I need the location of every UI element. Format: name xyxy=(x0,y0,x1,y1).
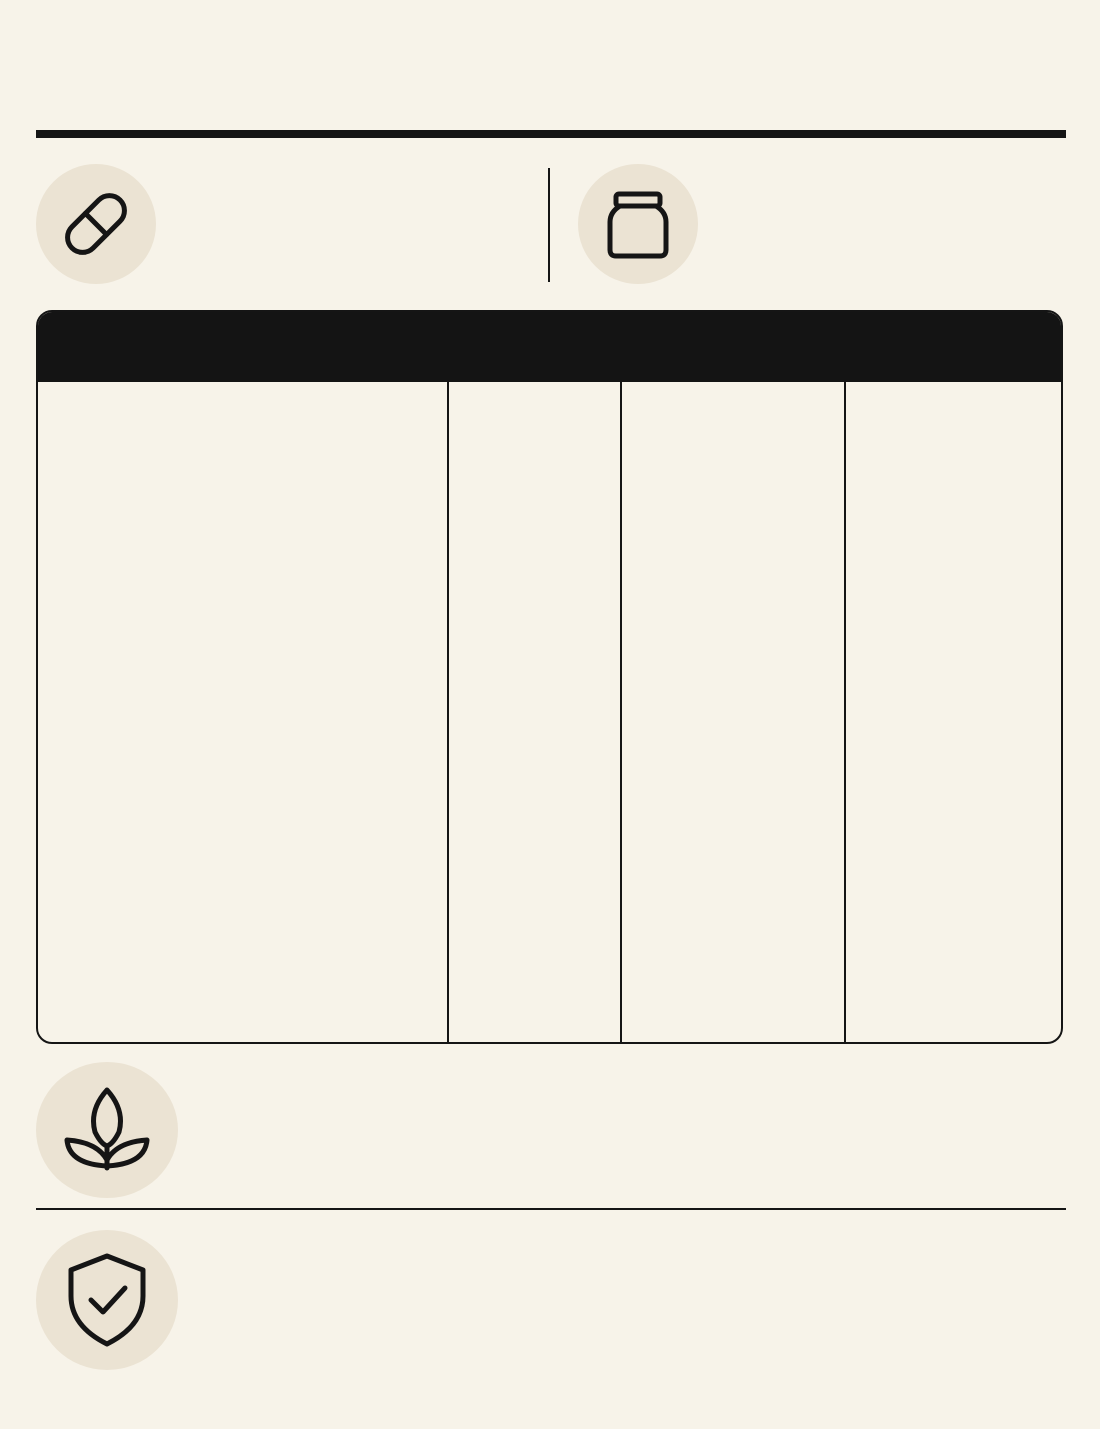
header-100g xyxy=(621,312,845,382)
column-divider xyxy=(447,382,449,1042)
shield-check-icon xyxy=(59,1250,155,1350)
header-portion xyxy=(845,312,1063,382)
header-unit xyxy=(448,312,621,382)
serving-icon-circle xyxy=(36,164,156,284)
header-name xyxy=(38,312,448,382)
servings-icon-circle xyxy=(578,164,698,284)
table-header xyxy=(38,312,1061,382)
leaf-icon xyxy=(59,1082,155,1178)
title-divider xyxy=(36,130,1066,138)
recommendation-icon-circle xyxy=(36,1230,178,1370)
jar-icon xyxy=(598,184,678,264)
ingredients-icon-circle xyxy=(36,1062,178,1198)
info-divider xyxy=(548,168,550,282)
column-divider xyxy=(620,382,622,1042)
section-divider xyxy=(36,1208,1066,1210)
column-divider xyxy=(844,382,846,1042)
capsule-icon xyxy=(56,184,136,264)
nutrition-table xyxy=(36,310,1063,1044)
